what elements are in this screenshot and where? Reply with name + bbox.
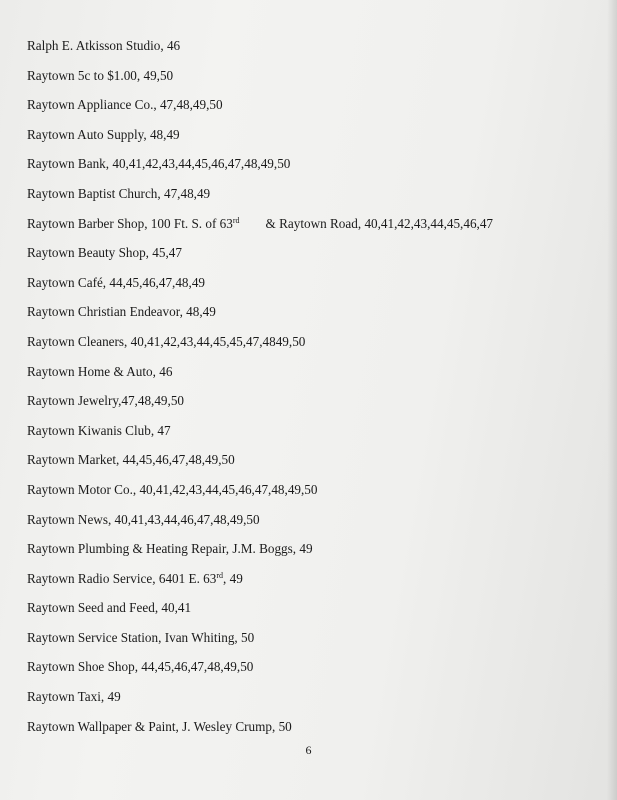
index-entry — [27, 391, 493, 421]
entry-text: Raytown Radio Service, 6401 E. 63 — [27, 570, 217, 586]
index-entry — [27, 421, 493, 451]
index-entry — [27, 598, 493, 628]
index-entry — [27, 214, 493, 244]
entry-text: Raytown Café, 44,45,46,47,48,49 — [27, 274, 206, 290]
entry-text: Raytown Motor Co., 40,41,42,43,44,45,46,47,48,49,50 — [27, 481, 318, 497]
entry-text: Raytown Kiwanis Club, 47 — [27, 422, 171, 438]
entry-text: Raytown Shoe Shop, 44,45,46,47,48,49,50 — [27, 659, 254, 675]
index-entry — [27, 36, 493, 66]
entry-text: Raytown Bank, 40,41,42,43,44,45,46,47,48,49,50 — [27, 156, 291, 172]
entry-text-continued: & Raytown Road, 40,41,42,43,44,45,46,47 — [265, 215, 494, 231]
entry-text: Raytown Seed and Feed, 40,41 — [27, 600, 192, 616]
index-entry — [27, 362, 493, 392]
index-entry — [27, 332, 493, 362]
entry-text: Raytown Taxi, 49 — [27, 689, 121, 705]
index-entry — [27, 125, 493, 155]
page-number: 6 — [305, 743, 312, 757]
entry-text: Raytown 5c to $1.00, 49,50 — [27, 67, 174, 83]
index-entry — [27, 628, 493, 658]
index-entry — [27, 95, 493, 125]
index-entry — [27, 539, 493, 569]
entry-text: Raytown Wallpaper & Paint, J. Wesley Crump, 50 — [27, 718, 292, 734]
index-entry — [27, 154, 493, 184]
index-entry — [27, 243, 493, 273]
entry-text: Raytown Jewelry,47,48,49,50 — [27, 393, 185, 409]
entry-text: Raytown Barber Shop, 100 Ft. S. of 63 — [27, 215, 233, 231]
page-edge-shadow — [607, 0, 617, 800]
index-entry — [27, 66, 493, 96]
entry-superscript: rd — [232, 215, 240, 225]
entry-text: Raytown Auto Supply, 48,49 — [27, 126, 180, 142]
index-entry — [27, 569, 493, 599]
entry-text: Raytown Christian Endeavor, 48,49 — [27, 304, 216, 320]
index-entry — [27, 480, 493, 510]
entry-text-continued: , 49 — [223, 570, 243, 586]
index-entry — [27, 657, 493, 687]
index-entry — [27, 302, 493, 332]
index-entry — [27, 450, 493, 480]
entry-text: Raytown Home & Auto, 46 — [27, 363, 173, 379]
entry-text: Raytown Service Station, Ivan Whiting, 50 — [27, 629, 255, 645]
entry-text: Raytown Appliance Co., 47,48,49,50 — [27, 97, 223, 113]
entry-superscript: rd — [216, 570, 224, 580]
index-entry-list — [27, 36, 493, 746]
entry-text: Raytown Market, 44,45,46,47,48,49,50 — [27, 452, 235, 468]
index-entry — [27, 687, 493, 717]
index-entry — [27, 510, 493, 540]
entry-text: Ralph E. Atkisson Studio, 46 — [27, 38, 181, 53]
index-entry — [27, 717, 493, 747]
index-entry — [27, 184, 493, 214]
entry-text: Raytown Plumbing & Heating Repair, J.M. Boggs, 49 — [27, 541, 313, 557]
entry-text: Raytown Cleaners, 40,41,42,43,44,45,45,47,4849,50 — [27, 333, 306, 349]
entry-text: Raytown Beauty Shop, 45,47 — [27, 245, 182, 261]
entry-text: Raytown Baptist Church, 47,48,49 — [27, 185, 211, 201]
entry-text: Raytown News, 40,41,43,44,46,47,48,49,50 — [27, 511, 260, 527]
index-entry — [27, 273, 493, 303]
